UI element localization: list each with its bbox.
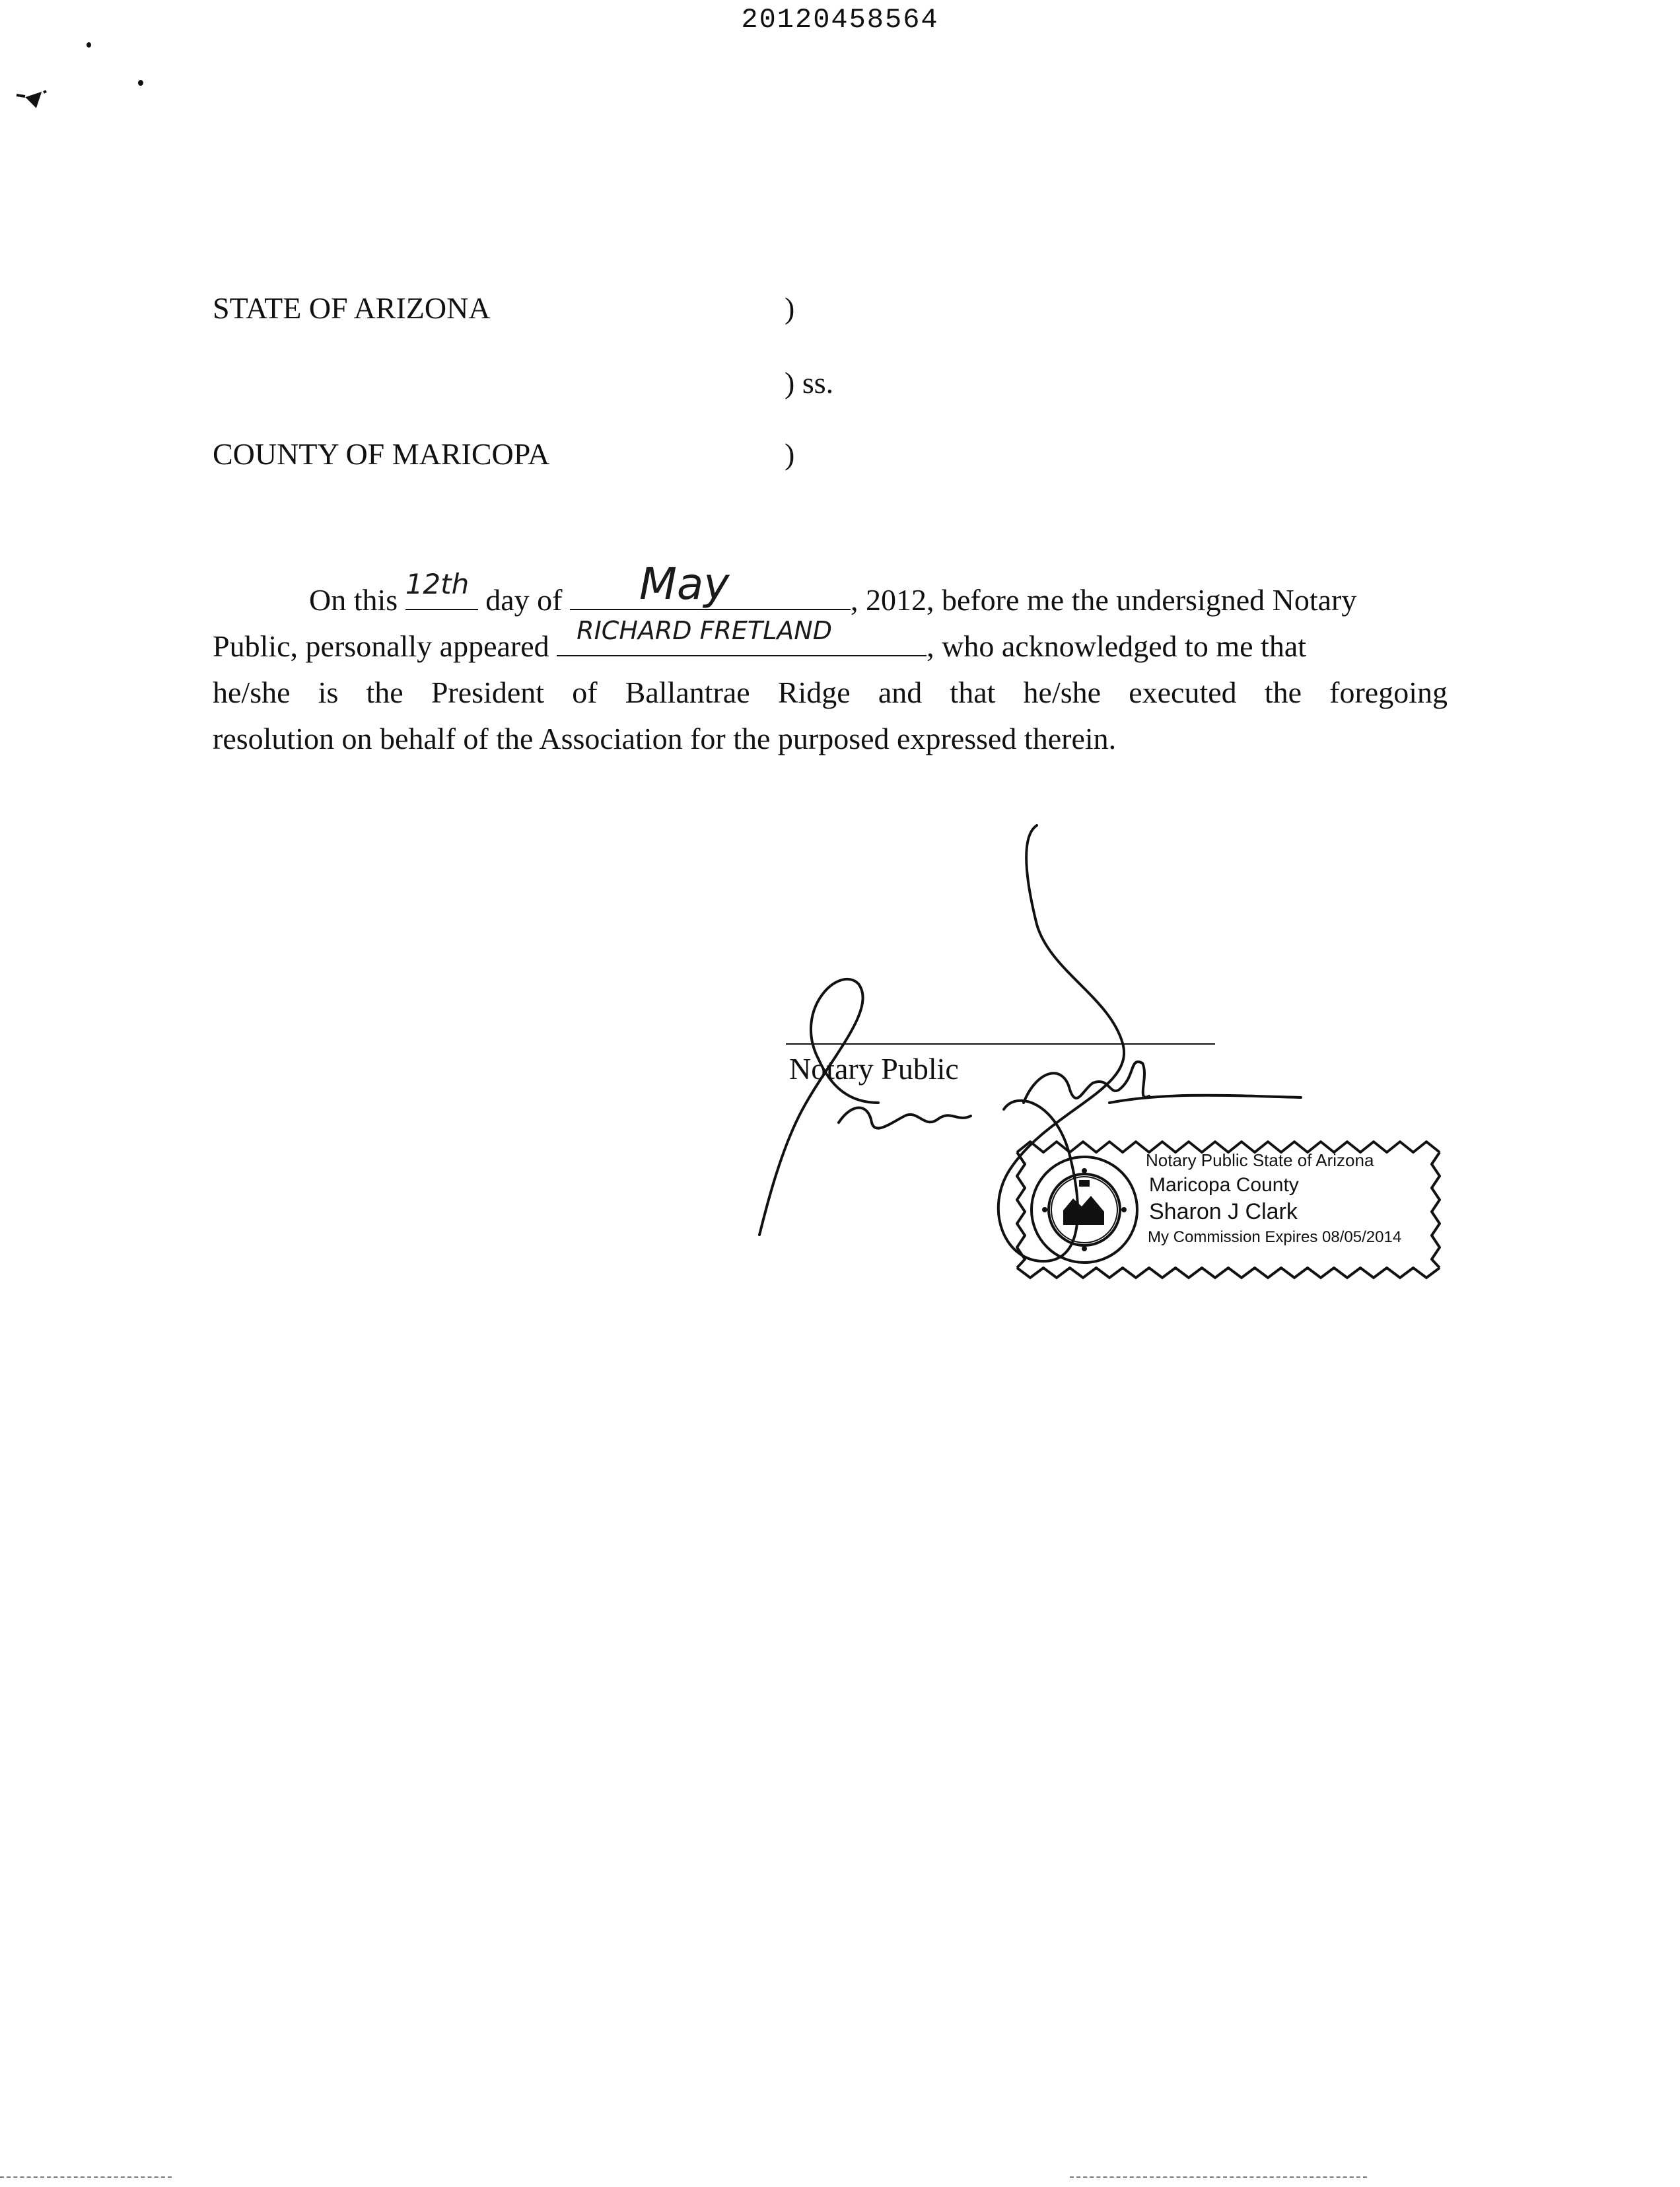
- text-on-this: On this: [309, 583, 398, 617]
- month-handwritten: May: [639, 559, 730, 609]
- state-label: STATE OF ARIZONA: [213, 291, 491, 325]
- county-label: COUNTY OF MARICOPA: [213, 437, 550, 471]
- acknowledgment-line-3: he/she is the President of Ballantrae Ridge and that he/she executed the foregoing: [213, 676, 1448, 709]
- text-public-appeared: Public, personally appeared: [213, 629, 549, 663]
- acknowledgment-paragraph: [213, 559, 1448, 762]
- scan-edge-artifact: [0, 2176, 172, 2178]
- scan-speck: [87, 42, 91, 48]
- day-blank: [405, 568, 478, 610]
- document-number: 20120458564: [741, 4, 939, 36]
- month-blank: [570, 559, 851, 610]
- day-handwritten: 12th: [405, 568, 470, 600]
- text-acknowledged: , who acknowledged to me that: [927, 629, 1307, 663]
- scan-edge-artifact: [1070, 2176, 1367, 2178]
- scan-speck: [138, 80, 143, 86]
- text-year-notary: , 2012, before me the undersigned Notary: [850, 583, 1357, 617]
- seal-line-1: Notary Public State of Arizona: [1146, 1150, 1374, 1170]
- notary-public-label: Notary Public: [789, 1052, 959, 1086]
- venue-paren-ss: ) ss.: [785, 366, 834, 399]
- seal-line-3: Sharon J Clark: [1149, 1199, 1298, 1224]
- scan-mark-icon: [13, 86, 59, 112]
- acknowledgment-line-4: resolution on behalf of the Association for the purposed expressed therein.: [213, 722, 1117, 755]
- text-day-of: day of: [485, 583, 563, 617]
- seal-line-4: My Commission Expires 08/05/2014: [1148, 1228, 1402, 1246]
- seal-line-2: Maricopa County: [1149, 1174, 1299, 1196]
- name-handwritten: RICHARD FRETLAND: [577, 616, 832, 645]
- venue-paren: ): [785, 437, 795, 471]
- venue-paren: ): [785, 291, 795, 325]
- acknowledgment-line-2: [213, 616, 1448, 670]
- name-blank: [557, 616, 927, 656]
